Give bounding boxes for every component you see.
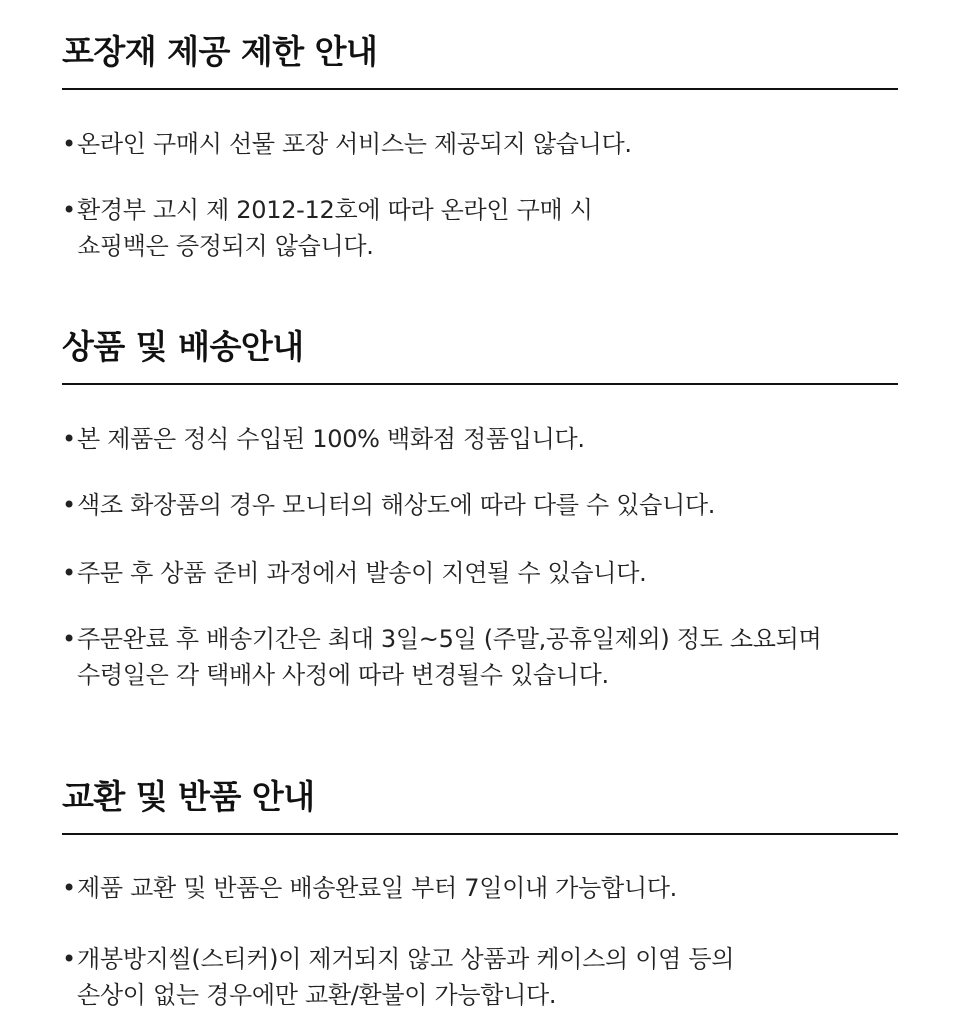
- list-item-line: 본 제품은 정식 수입된 100% 백화점 정품입니다.: [77, 425, 585, 453]
- section-divider: [62, 88, 898, 90]
- section-title: 상품 및 배송안내: [62, 327, 304, 366]
- list-item: [62, 421, 898, 457]
- section-divider: [62, 383, 898, 385]
- list-item-line: 색조 화장품의 경우 모니터의 해상도에 따라 다를 수 있습니다.: [77, 491, 716, 519]
- list-item-line: 주문 후 상품 준비 과정에서 발송이 지연될 수 있습니다.: [77, 559, 647, 587]
- list-item-text: [62, 555, 898, 591]
- list-item: [62, 192, 898, 264]
- list-item-text: [62, 192, 898, 264]
- section-product-shipping: [62, 325, 898, 689]
- section-title: 교환 및 반품 안내: [62, 777, 315, 816]
- section-packaging-notice: [62, 30, 898, 260]
- bullet: •: [62, 491, 76, 519]
- list-item-text: [62, 621, 898, 693]
- bullet: •: [62, 425, 76, 453]
- list-item-text: [62, 126, 898, 162]
- list-item-line: 제품 교환 및 반품은 배송완료일 부터 7일이내 가능합니다.: [77, 874, 677, 902]
- list-item-line: 손상이 없는 경우에만 교환/환불이 가능합니다.: [77, 981, 557, 1009]
- list-item-line: 온라인 구매시 선물 포장 서비스는 제공되지 않습니다.: [77, 130, 632, 158]
- list-item-text: [62, 487, 898, 523]
- bullet: •: [62, 196, 76, 224]
- list-item: [62, 870, 898, 906]
- list-item: [62, 555, 898, 591]
- list-item: [62, 941, 898, 1013]
- section-divider: [62, 833, 898, 835]
- list-item-text: [62, 941, 898, 1013]
- list-item-line: 환경부 고시 제 2012-12호에 따라 온라인 구매 시: [77, 196, 593, 224]
- bullet: •: [62, 559, 76, 587]
- list-item-text: [62, 870, 898, 906]
- section-title: 포장재 제공 제한 안내: [62, 32, 378, 71]
- list-item: [62, 487, 898, 523]
- list-item: [62, 126, 898, 162]
- list-item-line: 쇼핑백은 증정되지 않습니다.: [77, 232, 374, 260]
- list-item-line: 주문완료 후 배송기간은 최대 3일~5일 (주말,공휴일제외) 정도 소요되며: [77, 625, 822, 653]
- list-item: [62, 621, 898, 693]
- list-item-line: 수령일은 각 택배사 사정에 따라 변경될수 있습니다.: [77, 661, 609, 689]
- list-item-line: 개봉방지씰(스티커)이 제거되지 않고 상품과 케이스의 이염 등의: [77, 945, 735, 973]
- list-item-text: [62, 421, 898, 457]
- section-exchange-return: [62, 775, 898, 1009]
- bullet: •: [62, 130, 76, 158]
- bullet: •: [62, 625, 76, 653]
- bullet: •: [62, 945, 76, 973]
- bullet: •: [62, 874, 76, 902]
